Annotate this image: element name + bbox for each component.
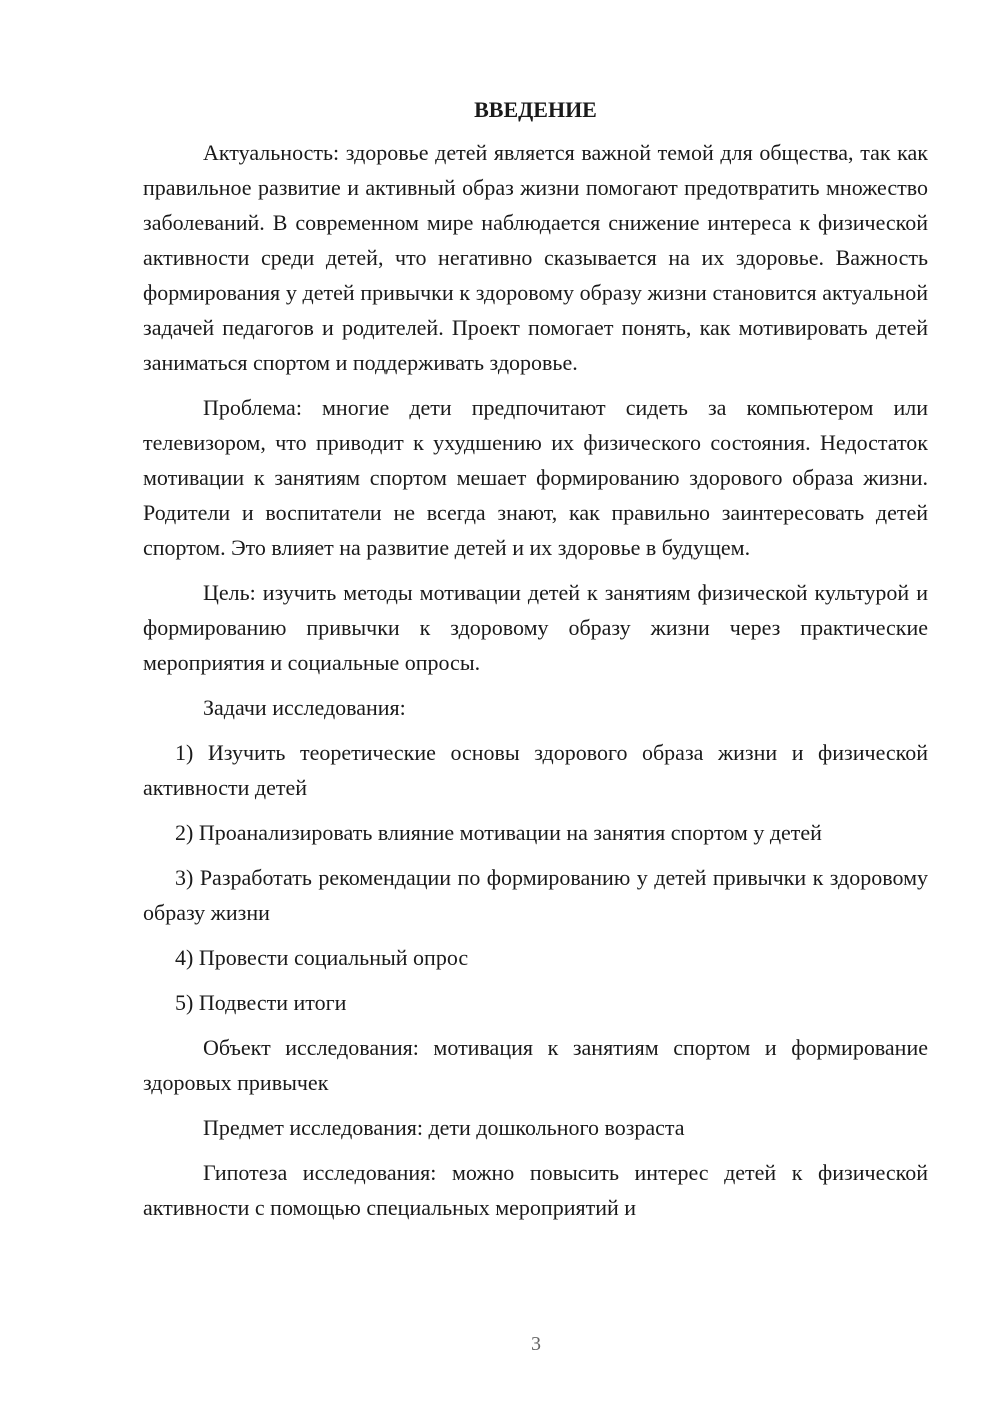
task-item-5: 5) Подвести итоги	[175, 990, 347, 1015]
task-item-2: 2) Проанализировать влияние мотивации на занятия спортом у детей	[175, 820, 822, 845]
page-number: 3	[531, 1333, 541, 1355]
task-item-3: 3) Разработать рекомендации по формированию у детей привычки к здоровому образу жизни	[143, 865, 928, 925]
paragraph-goal: Цель: изучить методы мотивации детей к занятиям физической культурой и формированию привычки к здоровому образу жизни через практические мероприятия и социальные опросы.	[143, 580, 928, 675]
paragraph-object: Объект исследования: мотивация к занятиям спортом и формирование здоровых привычек	[143, 1035, 928, 1095]
document-page	[143, 95, 928, 1235]
paragraph-problem: Проблема: многие дети предпочитают сидеть за компьютером или телевизором, что приводит к ухудшению их физического состояния. Недостаток мотивации к занятиям спортом мешает формированию здорового образа жизни. Родители и воспитатели не всегда знают, как правильно заинтересовать детей спортом. Это влияет на развитие детей и их здоровье в будущем.	[143, 395, 928, 560]
paragraph-subject: Предмет исследования: дети дошкольного возраста	[203, 1115, 685, 1140]
tasks-heading: Задачи исследования:	[203, 695, 406, 720]
section-title: ВВЕДЕНИЕ	[474, 97, 597, 122]
task-item-1: 1) Изучить теоретические основы здорового образа жизни и физической активности детей	[143, 740, 928, 800]
paragraph-hypothesis: Гипотеза исследования: можно повысить интерес детей к физической активности с помощью специальных мероприятий и	[143, 1160, 928, 1220]
paragraph-relevance: Актуальность: здоровье детей является важной темой для общества, так как правильное развитие и активный образ жизни помогают предотвратить множество заболеваний. В современном мире наблюдается снижение интереса к физической активности среди детей, что негативно сказывается на их здоровье. Важность формирования у детей привычки к здоровому образу жизни становится актуальной задачей педагогов и родителей. Проект помогает понять, как мотивировать детей заниматься спортом и поддерживать здоровье.	[143, 140, 928, 375]
task-item-4: 4) Провести социальный опрос	[175, 945, 469, 970]
